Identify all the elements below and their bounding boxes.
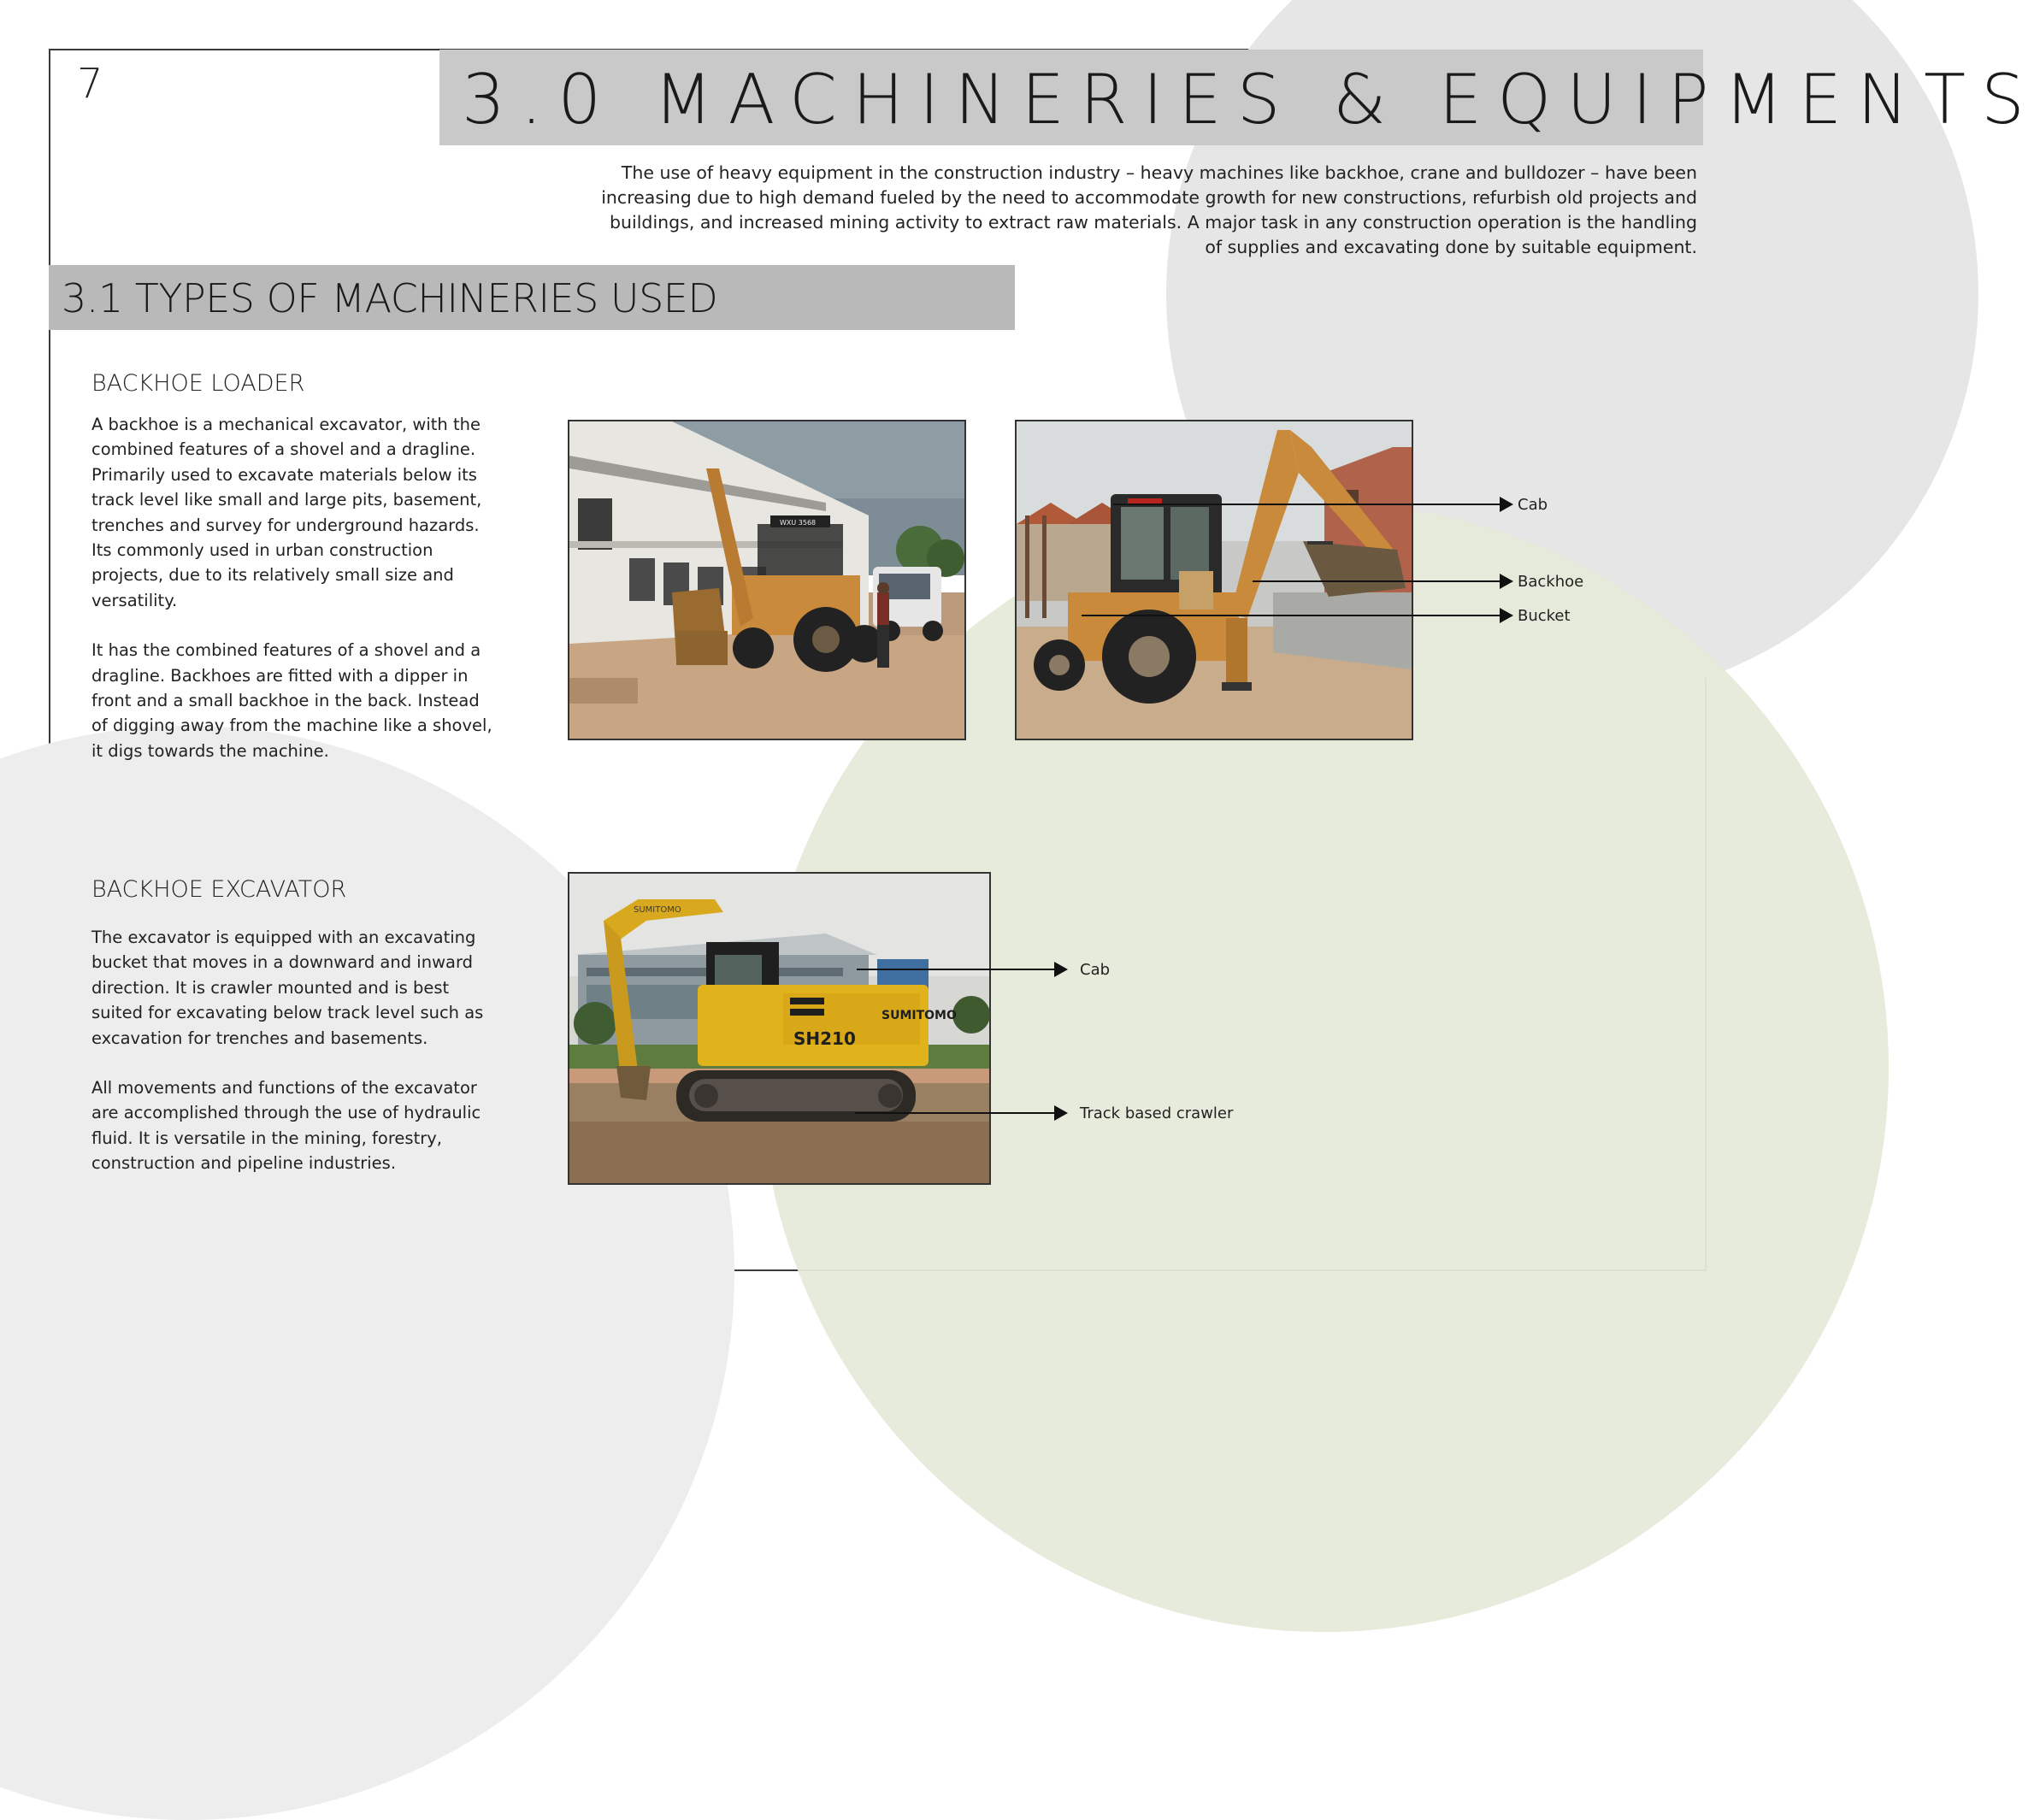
arrow-head-bucket <box>1500 608 1513 623</box>
intro-paragraph: The use of heavy equipment in the construction industry – heavy machines like backhoe, crane and bulldozer – have been increasing due to high demand fueled by the need to accommodate growth for new constructions, refurbish old projects and buildings, and increased mining activity to extract raw materials. A major task in any construction operation is the handling of supplies and excavating done by suitable equipment. <box>601 162 1697 257</box>
backhoe-excavator-description <box>91 925 485 1201</box>
callout-line-backhoe <box>1253 580 1501 582</box>
label-backhoe: Backhoe <box>1518 573 1584 591</box>
backhoe-excavator-photo <box>568 872 991 1185</box>
section-title: 3.1 TYPES OF MACHINERIES USED <box>62 275 718 321</box>
label-cab-loader: Cab <box>1518 496 1548 514</box>
callout-line-cab-loader <box>1113 504 1501 505</box>
body-brand-text: SUMITOMO <box>881 1009 957 1022</box>
arrow-head-backhoe <box>1500 574 1513 589</box>
callout-line-cab-excavator <box>857 969 1056 970</box>
backhoe-loader-photo-1-illustration <box>569 421 964 739</box>
backhoe-loader-photo-1 <box>568 420 966 740</box>
backhoe-loader-description <box>91 412 493 788</box>
page-title: 3.0 MACHINERIES & EQUIPMENTS <box>462 60 2040 139</box>
backhoe-excavator-paragraph-2: All movements and functions of the excavator are accomplished through the use of hydraulic fluid. It is versatile in the mining, forestry, construction and pipeline industries. <box>91 1078 481 1174</box>
label-bucket: Bucket <box>1518 607 1571 625</box>
backhoe-loader-paragraph-1: A backhoe is a mechanical excavator, with the combined features of a shovel and a dragline. Primarily used to excavate materials below its track level like small and large pits, basement, trenches and survey for underground hazards. Its commonly used in urban construction projects, due to its relatively small size and versatility. <box>91 415 482 610</box>
model-text: SH210 <box>793 1028 856 1049</box>
backhoe-excavator-paragraph-1: The excavator is equipped with an excavating bucket that moves in a downward and inward direction. It is crawler mounted and is best suited for excavating below track level such as excavation for trenches and basements. <box>91 928 484 1048</box>
backhoe-excavator-heading: BACKHOE EXCAVATOR <box>91 876 347 903</box>
page-number: 7 <box>77 60 103 108</box>
arrow-head-cab-excavator <box>1054 962 1068 977</box>
arrow-head-crawler <box>1054 1105 1068 1121</box>
backhoe-loader-heading: BACKHOE LOADER <box>91 370 305 397</box>
arrow-head-cab-loader <box>1500 497 1513 512</box>
license-plate: WXU 3568 <box>780 519 817 527</box>
backhoe-excavator-photo-illustration <box>569 874 989 1183</box>
callout-line-bucket <box>1082 615 1501 616</box>
callout-line-crawler <box>855 1112 1056 1114</box>
boom-brand-text: SUMITOMO <box>634 905 681 915</box>
label-track-crawler: Track based crawler <box>1080 1104 1234 1122</box>
label-cab-excavator: Cab <box>1080 961 1111 979</box>
backhoe-loader-paragraph-2: It has the combined features of a shovel and a dragline. Backhoes are fitted with a dipper in front and a small backhoe in the back. Instead of digging away from the machine like a shovel, it digs towards the machine. <box>91 640 492 761</box>
